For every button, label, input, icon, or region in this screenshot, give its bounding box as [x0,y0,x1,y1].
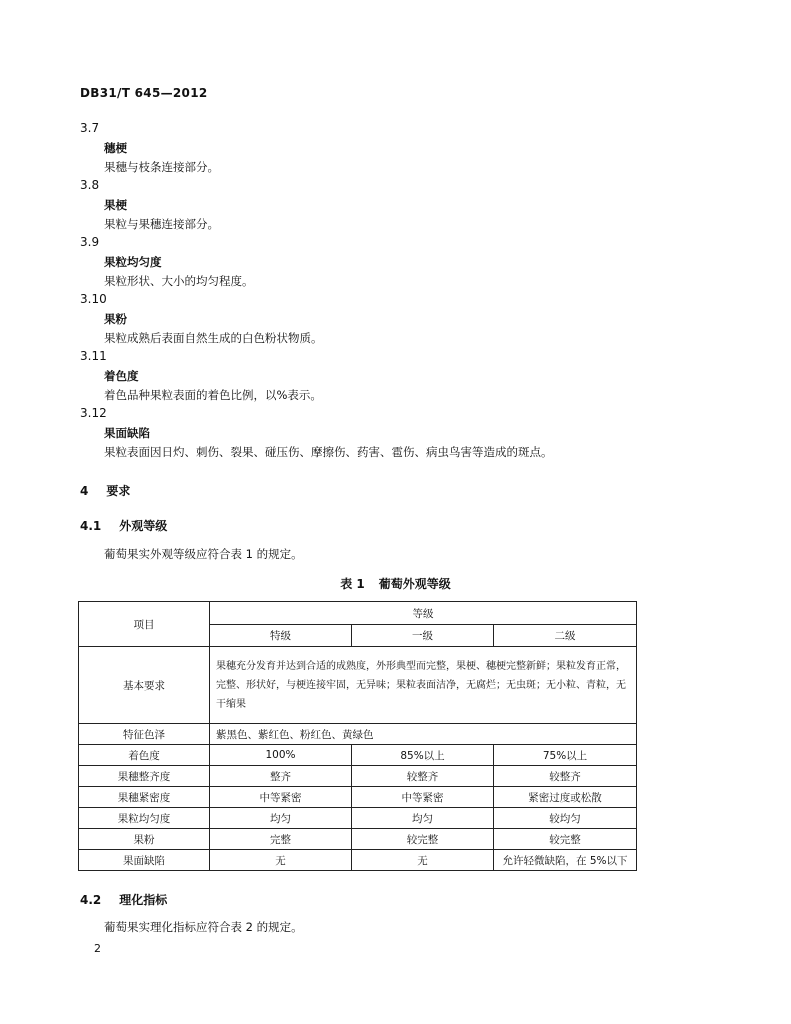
section-number: 4 [80,484,89,498]
table-row [79,745,637,766]
subsection-heading [80,891,167,908]
table-row-label: 果粉 [79,829,210,850]
term-number: 3.11 [80,349,107,363]
grade-table [78,601,637,871]
table-cell: 85%以上 [352,745,494,766]
term-definition: 果穗与枝条连接部分。 [104,160,219,174]
table-cell: 中等紧密 [352,787,494,808]
term-title: 果粉 [104,312,127,326]
table-cell: 允许轻微缺陷，在 5%以下 [494,850,637,871]
term-definition: 果粒成熟后表面自然生成的白色粉状物质。 [104,331,323,345]
table-cell: 较整齐 [352,766,494,787]
table-cell: 75%以上 [494,745,637,766]
table-row [79,766,637,787]
table-cell: 100% [210,745,352,766]
table-cell: 较完整 [494,829,637,850]
table-header-grade: 等级 [210,602,637,625]
term-title: 果梗 [104,198,127,212]
table-row [79,829,637,850]
table-row [79,787,637,808]
section-heading [80,482,130,499]
table-cell: 整齐 [210,766,352,787]
table-row-label: 果粒均匀度 [79,808,210,829]
term-number: 3.10 [80,292,107,306]
table-cell: 紫黑色、紫红色、粉红色、黄绿色 [210,724,637,745]
section-title: 要求 [106,484,131,498]
page-number: 2 [94,942,101,955]
table-header-item: 项目 [79,602,210,647]
table-row-label: 果穗紧密度 [79,787,210,808]
term-number: 3.12 [80,406,107,420]
term-title: 果粒均匀度 [104,255,162,269]
table-cell: 紧密过度或松散 [494,787,637,808]
table-row-label: 果面缺陷 [79,850,210,871]
table-header-row [79,602,637,625]
table-row-label: 着色度 [79,745,210,766]
subsection-heading [80,517,167,534]
table-cell: 较整齐 [494,766,637,787]
table-row [79,724,637,745]
table-cell: 较完整 [352,829,494,850]
table-row [79,808,637,829]
document-id: DB31/T 645—2012 [80,86,208,100]
term-title: 着色度 [104,369,139,383]
section-number: 4.2 [80,893,102,907]
term-title: 穗梗 [104,141,127,155]
table-header-cell: 二级 [494,625,637,647]
section-title: 外观等级 [119,519,168,533]
table-cell: 均匀 [210,808,352,829]
term-title: 果面缺陷 [104,426,150,440]
table-header-cell: 特级 [210,625,352,647]
table-cell: 较均匀 [494,808,637,829]
section-title: 理化指标 [119,893,168,907]
term-definition: 果粒与果穗连接部分。 [104,217,219,231]
table-cell: 均匀 [352,808,494,829]
table-row [79,850,637,871]
table-cell: 中等紧密 [210,787,352,808]
table-row-label: 果穗整齐度 [79,766,210,787]
table-caption-number: 表 1 [340,577,365,591]
table-caption-title: 葡萄外观等级 [378,577,451,591]
term-number: 3.9 [80,235,100,249]
table-row [79,647,637,724]
section-number: 4.1 [80,519,102,533]
paragraph: 葡萄果实理化指标应符合表 2 的规定。 [104,920,303,934]
table-caption [0,575,791,592]
table-cell: 无 [352,850,494,871]
term-number: 3.8 [80,178,100,192]
term-definition: 果粒表面因日灼、刺伤、裂果、碰压伤、摩擦伤、药害、雹伤、病虫鸟害等造成的斑点。 [104,445,553,459]
table-cell: 完整 [210,829,352,850]
table-header-cell: 一级 [352,625,494,647]
table-cell: 无 [210,850,352,871]
term-definition: 果粒形状、大小的均匀程度。 [104,274,254,288]
term-definition: 着色品种果粒表面的着色比例，以%表示。 [104,388,322,402]
paragraph: 葡萄果实外观等级应符合表 1 的规定。 [104,547,303,561]
table-row-label: 特征色泽 [79,724,210,745]
table-cell: 果穗充分发育并达到合适的成熟度，外形典型而完整，果梗、穗梗完整新鲜；果粒发育正常，完整、形状好，与梗连接牢固，无异味；果粒表面洁净，无腐烂；无虫斑；无小粒、青粒，无干缩果 [210,647,637,724]
term-number: 3.7 [80,121,100,135]
table-row-label: 基本要求 [79,647,210,724]
